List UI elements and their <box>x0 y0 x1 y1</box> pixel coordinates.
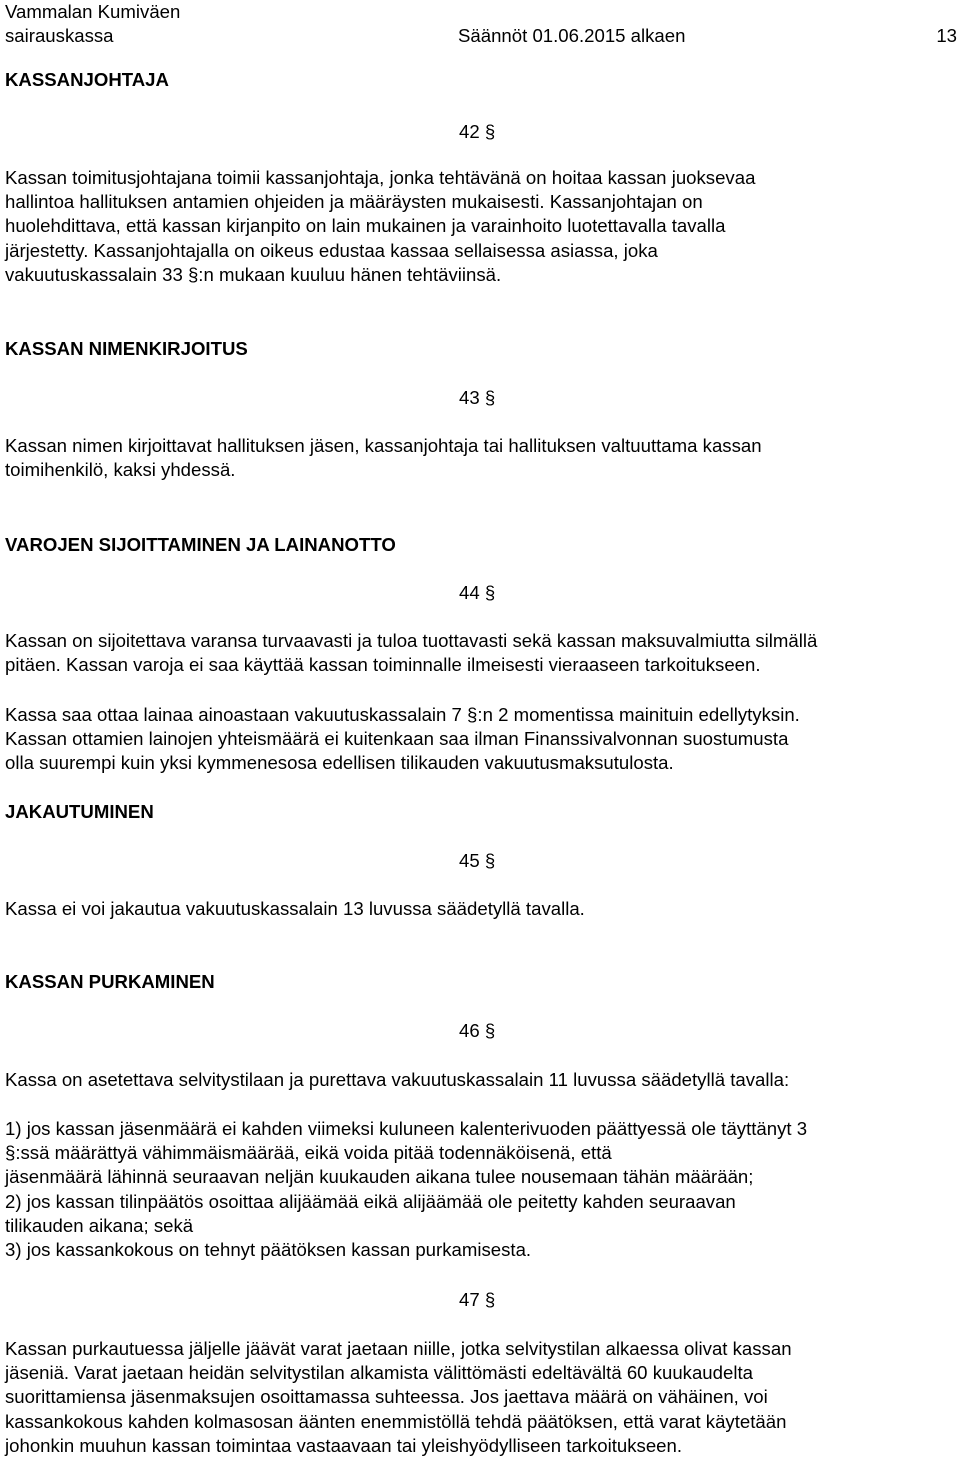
paragraph-46-list <box>5 1117 953 1262</box>
text-line: pitäen. Kassan varoja ei saa käyttää kassan toiminnalle ilmeisesti vieraaseen tarkoitukseen. <box>5 654 761 676</box>
text-line: suorittamiensa jäsenmaksujen osoittamassa suhteessa. Jos jaettava määrä on vähäinen, voi <box>5 1386 768 1408</box>
section-heading-jakautuminen: JAKAUTUMINEN <box>5 801 154 822</box>
text-line: Kassan nimen kirjoittavat hallituksen jäsen, kassanjohtaja tai hallituksen valtuuttama kassan <box>5 435 762 456</box>
paragraph-number-44: 44 § <box>459 582 496 603</box>
list-item: 3) jos kassankokous on tehnyt päätöksen kassan purkamisesta. <box>5 1239 532 1261</box>
section-heading-kassanjohtaja: KASSANJOHTAJA <box>5 69 169 90</box>
text-line: Kassa ei voi jakautua vakuutuskassalain 13 luvussa säädetyllä tavalla. <box>5 898 585 919</box>
paragraph-44-text-1 <box>5 629 953 677</box>
text-line: Kassan purkautuessa jäljelle jäävät varat jaetaan niille, jotka selvitystilan alkaessa olivat kassan <box>5 1338 792 1359</box>
text-line: järjestetty. Kassanjohtajalla on oikeus edustaa kassaa sellaisessa asiassa, joka <box>5 239 658 261</box>
text-line: olla suurempi kuin yksi kymmenesosa edellisen tilikauden vakuutusmaksutulosta. <box>5 752 674 774</box>
paragraph-number-42: 42 § <box>459 121 496 142</box>
paragraph-43-text <box>5 434 953 482</box>
section-heading-varojen-sijoittaminen: VAROJEN SIJOITTAMINEN JA LAINANOTTO <box>5 534 396 555</box>
paragraph-44-text-2 <box>5 703 953 776</box>
paragraph-42-text <box>5 166 953 287</box>
paragraph-45-text <box>5 897 953 921</box>
text-line: Kassa saa ottaa lainaa ainoastaan vakuutuskassalain 7 §:n 2 momentissa mainituin edellytyksin. <box>5 704 800 725</box>
paragraph-47-text <box>5 1337 953 1458</box>
organization-name-line2: sairauskassa <box>5 25 114 46</box>
paragraph-number-46: 46 § <box>459 1020 496 1041</box>
page-number: 13 <box>936 25 957 46</box>
text-line: vakuutuskassalain 33 §:n mukaan kuuluu hänen tehtäviinsä. <box>5 263 502 285</box>
text-line: Kassa on asetettava selvitystilaan ja purettava vakuutuskassalain 11 luvussa säädetyllä tavalla: <box>5 1069 790 1090</box>
text-line: jäseniä. Varat jaetaan heidän selvitystilan alkamista välittömästi edeltävältä 60 kuukaudelta <box>5 1362 753 1384</box>
text-line: johonkin muuhun kassan toimintaa vastaavaan tai yleishyödylliseen tarkoitukseen. <box>5 1434 683 1456</box>
list-item: tilikauden aikana; sekä <box>5 1214 194 1236</box>
text-line: kassankokous kahden kolmasosan äänten enemmistöllä tehdä päätöksen, että varat käytetään <box>5 1410 787 1432</box>
list-item: 1) jos kassan jäsenmäärä ei kahden viimeksi kuluneen kalenterivuoden päättyessä ole täyttänyt 3 <box>5 1118 808 1139</box>
text-line: toimihenkilö, kaksi yhdessä. <box>5 459 236 481</box>
section-heading-kassan-nimenkirjoitus: KASSAN NIMENKIRJOITUS <box>5 338 248 359</box>
section-heading-kassan-purkaminen: KASSAN PURKAMINEN <box>5 971 215 992</box>
text-line: Kassan ottamien lainojen yhteismäärä ei kuitenkaan saa ilman Finanssivalvonnan suostumusta <box>5 728 789 750</box>
list-item: §:ssä määrättyä vähimmäismäärää, eikä voida pitää todennäköisenä, että <box>5 1142 612 1164</box>
paragraph-number-43: 43 § <box>459 387 496 408</box>
list-item: jäsenmäärä lähinnä seuraavan neljän kuukauden aikana tulee nousemaan tähän määrään; <box>5 1166 754 1188</box>
paragraph-46-text-1 <box>5 1068 953 1092</box>
paragraph-number-45: 45 § <box>459 850 496 871</box>
text-line: hallintoa hallituksen antamien ohjeiden ja määräysten mukaisesti. Kassanjohtajan on <box>5 191 703 213</box>
rules-version: Säännöt 01.06.2015 alkaen <box>458 25 686 46</box>
page-header <box>5 0 960 48</box>
list-item: 2) jos kassan tilinpäätös osoittaa alijäämää eikä alijäämää ole peitetty kahden seuraavan <box>5 1190 736 1212</box>
organization-name <box>5 0 180 48</box>
text-line: Kassan toimitusjohtajana toimii kassanjohtaja, jonka tehtävänä on hoitaa kassan juoksevaa <box>5 167 756 188</box>
paragraph-number-47: 47 § <box>459 1289 496 1310</box>
organization-name-line1: Vammalan Kumiväen <box>5 1 181 22</box>
text-line: huolehdittava, että kassan kirjanpito on lain mukainen ja varainhoito luotettavalla tavalla <box>5 215 726 237</box>
text-line: Kassan on sijoitettava varansa turvaavasti ja tuloa tuottavasti sekä kassan maksuvalmiutta silmällä <box>5 630 818 651</box>
